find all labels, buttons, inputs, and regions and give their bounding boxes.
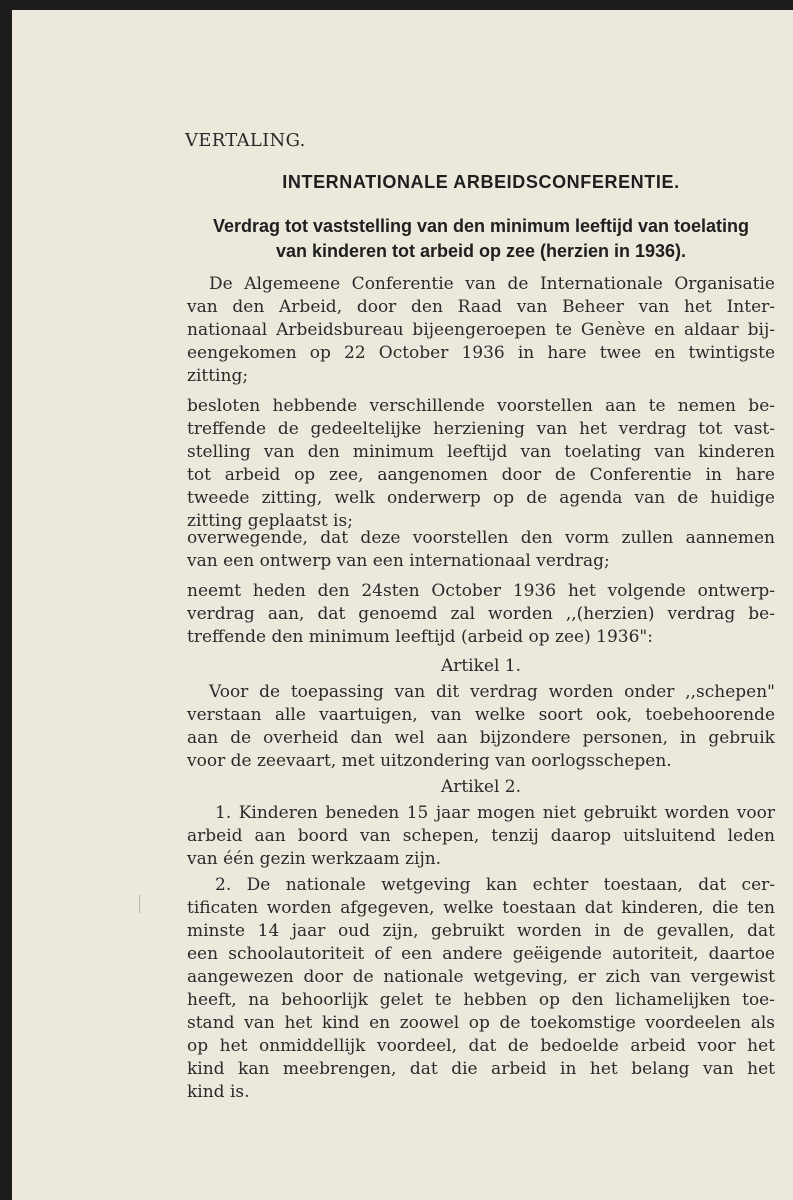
margin-mark [139, 895, 140, 913]
text-line: besloten hebbende verschillende voorstellen aan te nemen be- [187, 396, 775, 416]
text-line: overwegende, dat deze voorstellen den vorm zullen aannemen [187, 528, 775, 548]
text-line: aangewezen door de nationale wetgeving, er zich van vergewist [187, 967, 775, 987]
text-line: eengekomen op 22 October 1936 in hare twee en twintigste [187, 343, 775, 363]
text-line: zitting geplaatst is; [187, 511, 353, 531]
text-line: stand van het kind en zoowel op de toekomstige voordeelen als [187, 1013, 775, 1033]
conference-heading: INTERNATIONALE ARBEIDSCONFERENTIE. [282, 172, 680, 192]
text-line: tot arbeid op zee, aangenomen door de Conferentie in hare [187, 465, 775, 485]
document-page [12, 10, 793, 1200]
convention-title [187, 214, 775, 264]
text-line: kind is. [187, 1082, 250, 1102]
text-line: arbeid aan boord van schepen, tenzij daarop uitsluitend leden [187, 826, 775, 846]
text-line: 2. De nationale wetgeving kan echter toestaan, dat cer- [215, 875, 775, 895]
article-1-title: Artikel 1. [440, 656, 522, 676]
text-line: 1. Kinderen beneden 15 jaar mogen niet gebruikt worden voor [215, 803, 775, 823]
text-line: van den Arbeid, door den Raad van Beheer van het Inter- [187, 297, 775, 317]
translation-label: VERTALING. [185, 130, 306, 151]
text-line: treffende den minimum leeftijd (arbeid op zee) 1936": [187, 627, 653, 647]
text-line: stelling van den minimum leeftijd van toelating van kinderen [187, 442, 775, 462]
text-line: minste 14 jaar oud zijn, gebruikt worden in de gevallen, dat [187, 921, 775, 941]
text-line: verdrag aan, dat genoemd zal worden ,,(herzien) verdrag be- [187, 604, 775, 624]
text-line: tweede zitting, welk onderwerp op de agenda van de huidige [187, 488, 775, 508]
convention-title-line: van kinderen tot arbeid op zee (herzien in 1936). [275, 241, 687, 261]
text-line: Voor de toepassing van dit verdrag worden onder ,,schepen" [209, 682, 775, 702]
text-line: neemt heden den 24sten October 1936 het volgende ontwerp- [187, 581, 775, 601]
text-line: De Algemeene Conferentie van de Internationale Organisatie [209, 274, 775, 294]
text-line: van een ontwerp van een internationaal verdrag; [187, 551, 610, 571]
text-line: nationaal Arbeidsbureau bijeengeroepen te Genève en aldaar bij- [187, 320, 775, 340]
text-line: aan de overheid dan wel aan bijzondere personen, in gebruik [187, 728, 775, 748]
text-line: zitting; [187, 366, 249, 386]
text-line: voor de zeevaart, met uitzondering van oorlogsschepen. [187, 751, 672, 771]
text-line: treffende de gedeeltelijke herziening van het verdrag tot vast- [187, 419, 775, 439]
text-line: op het onmiddellijk voordeel, dat de bedoelde arbeid voor het [187, 1036, 775, 1056]
text-line: heeft, na behoorlijk gelet te hebben op den lichamelijken toe- [187, 990, 775, 1010]
text-line: een schoolautoriteit of een andere geëigende autoriteit, daartoe [187, 944, 775, 964]
text-line: van één gezin werkzaam zijn. [187, 849, 442, 869]
convention-title-line: Verdrag tot vaststelling van den minimum leeftijd van toelating [212, 216, 750, 236]
text-line: tificaten worden afgegeven, welke toestaan dat kinderen, die ten [187, 898, 775, 918]
article-2-title: Artikel 2. [440, 777, 522, 797]
text-line: verstaan alle vaartuigen, van welke soort ook, toebehoorende [187, 705, 775, 725]
text-line: kind kan meebrengen, dat die arbeid in het belang van het [187, 1059, 775, 1079]
